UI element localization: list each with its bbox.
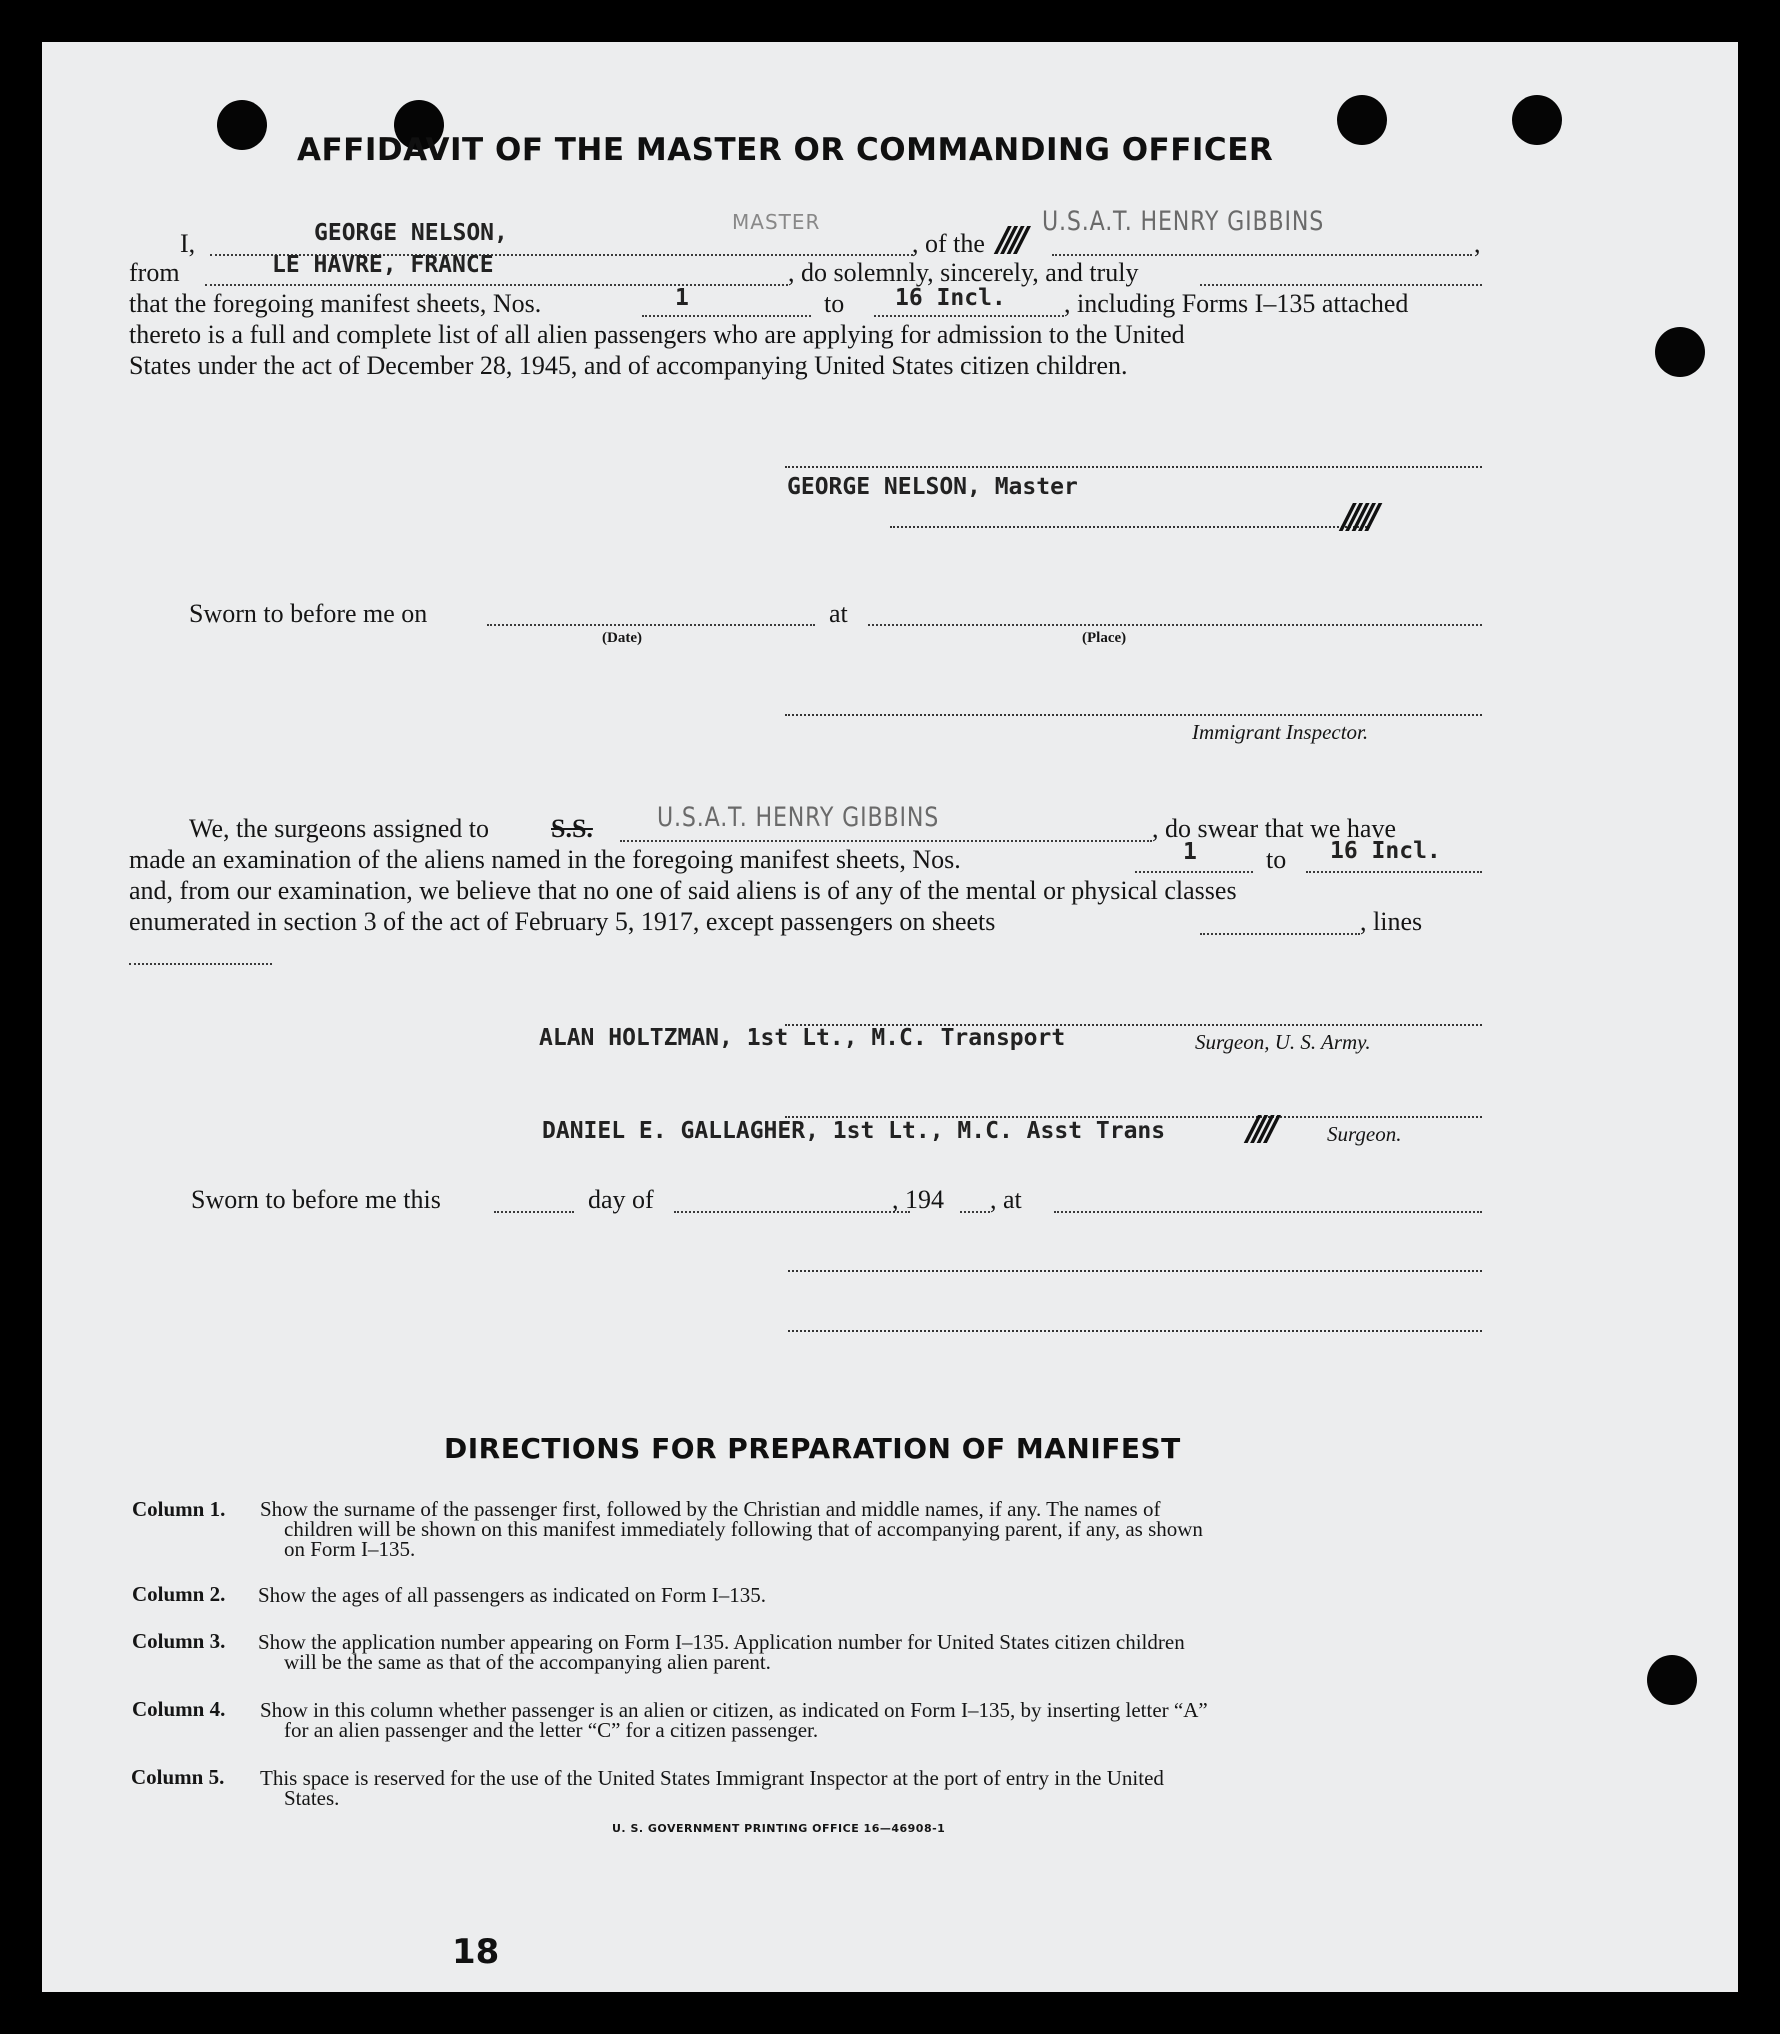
direction-line: Show the application number appearing on Form I–135. Application number for United States citizen children — [258, 1630, 1185, 1654]
vessel-field — [1052, 254, 1472, 256]
do-swear-text: , do swear that we have — [1152, 814, 1397, 843]
sworn-before-text: Sworn to before me on — [189, 599, 428, 628]
surgeon-1-name: ALAN HOLTZMAN, 1st Lt., M.C. Transport — [539, 1025, 1066, 1051]
solemnly-text: , do solemnly, sincerely, and truly — [788, 258, 1139, 287]
comma: , — [1474, 229, 1481, 258]
surgeons-line-3: and, from our examination, we believe that no one of said aliens is of any of the mental or physical classes — [129, 876, 1237, 905]
sheet-to: 16 Incl. — [895, 285, 1006, 311]
sworn-year-field — [960, 1211, 990, 1213]
from-label: from — [129, 258, 180, 287]
surgeons-vessel-field — [620, 840, 1152, 842]
punch-hole — [1655, 327, 1705, 377]
direction-label: Column 3. — [132, 1629, 226, 1653]
direction-line: for an alien passenger and the letter “C” for a citizen passenger. — [284, 1718, 819, 1742]
direction-line: will be the same as that of the accompanying alien parent. — [284, 1650, 771, 1674]
direction-line: Show the surname of the passenger first, followed by the Christian and middle names, if any. The names of — [260, 1497, 1161, 1521]
sworn-date-field — [487, 624, 815, 626]
sworn-day-field — [494, 1211, 574, 1213]
except-lines-field — [129, 963, 272, 965]
inspector-caption: Immigrant Inspector. — [1192, 720, 1369, 744]
master-name: GEORGE NELSON, — [314, 220, 508, 246]
direction-line: States. — [284, 1786, 340, 1810]
officer-strike: ///// — [1342, 497, 1375, 537]
affidavit-line-5: States under the act of December 28, 1945, and of accompanying United States citizen children. — [129, 351, 1128, 380]
surgeon-2-strike: //// — [1247, 1109, 1273, 1149]
sworn-month-field — [674, 1211, 910, 1213]
surgeon-2-name: DANIEL E. GALLAGHER, 1st Lt., M.C. Asst Trans — [542, 1118, 1166, 1144]
ss-mark: S.S. — [551, 814, 593, 843]
to-label: to — [824, 289, 845, 318]
sworn-this-text: Sworn to before me this — [191, 1185, 441, 1214]
day-of-label: day of — [588, 1185, 654, 1214]
punch-hole — [1512, 95, 1562, 145]
place-caption: (Place) — [1082, 630, 1127, 646]
surgeon-2-caption: Surgeon. — [1327, 1122, 1402, 1146]
vessel-stamp: U.S.A.T. HENRY GIBBINS — [1042, 206, 1325, 237]
punch-hole — [1337, 95, 1387, 145]
surgeons-line-1: We, the surgeons assigned to — [189, 814, 489, 843]
surgeons-sheet-to: 16 Incl. — [1330, 838, 1441, 864]
rank-stamp: MASTER — [732, 210, 821, 234]
direction-label: Column 5. — [131, 1765, 225, 1789]
affidavit-title: AFFIDAVIT OF THE MASTER OR COMMANDING OFFICER — [297, 132, 1274, 168]
except-sheets-field — [1200, 933, 1360, 935]
strike-mark: //// — [997, 220, 1023, 260]
i-label: I, — [180, 229, 196, 258]
manifest-sheets-text: that the foregoing manifest sheets, Nos. — [129, 289, 542, 318]
surgeons-sheet-from-field — [1135, 871, 1253, 873]
direction-label: Column 2. — [132, 1582, 226, 1606]
sworn-place-field — [868, 624, 1482, 626]
sworn-2-place-field — [1054, 1211, 1482, 1213]
surgeons-line-4: enumerated in section 3 of the act of February 5, 1917, except passengers on sheets — [129, 907, 996, 936]
date-caption: (Date) — [602, 630, 642, 646]
officer-line — [890, 526, 1370, 528]
direction-line: Show in this column whether passenger is an alien or citizen, as indicated on Form I–135, by inserting letter “A” — [260, 1698, 1208, 1722]
direction-label: Column 4. — [132, 1697, 226, 1721]
master-signature: GEORGE NELSON, Master — [787, 474, 1078, 500]
surgeons-vessel-stamp: U.S.A.T. HENRY GIBBINS — [657, 802, 940, 833]
direction-line: Show the ages of all passengers as indicated on Form I–135. — [258, 1583, 766, 1607]
directions-title: DIRECTIONS FOR PREPARATION OF MANIFEST — [444, 1432, 1181, 1465]
surgeon-1-caption: Surgeon, U. S. Army. — [1195, 1030, 1371, 1054]
printer-imprint: U. S. GOVERNMENT PRINTING OFFICE 16—46908-1 — [612, 1822, 946, 1835]
direction-label: Column 1. — [132, 1497, 226, 1521]
surgeons-to-label: to — [1266, 845, 1287, 874]
direction-line: This space is reserved for the use of the United States Immigrant Inspector at the port of entry in the United — [260, 1766, 1164, 1790]
sheet-from: 1 — [675, 285, 689, 311]
footer-mark: 18 — [452, 1932, 500, 1972]
surgeons-line-2: made an examination of the aliens named in the foregoing manifest sheets, Nos. — [129, 845, 961, 874]
solemnly-field — [1200, 284, 1482, 286]
lines-label: , lines — [1360, 907, 1423, 936]
signature-line — [785, 466, 1482, 468]
surgeons-sheet-to-field — [1306, 871, 1482, 873]
surgeons-sheet-from: 1 — [1183, 839, 1197, 865]
year-label: , 194 — [892, 1185, 944, 1214]
affidavit-line-4: thereto is a full and complete list of all alien passengers who are applying for admission to the United — [129, 320, 1185, 349]
punch-hole — [1647, 1655, 1697, 1705]
affidavit-page — [42, 42, 1738, 1992]
sworn-at-label: at — [829, 599, 848, 628]
punch-hole — [217, 100, 267, 150]
sworn-2-at-label: , at — [990, 1185, 1022, 1214]
from-place: LE HAVRE, FRANCE — [272, 252, 494, 278]
from-field — [205, 284, 788, 286]
sworn-2-signature-line-1 — [788, 1270, 1482, 1272]
direction-line: children will be shown on this manifest immediately following that of accompanying parent, if any, as shown — [284, 1517, 1203, 1541]
including-forms-text: , including Forms I–135 attached — [1064, 289, 1409, 318]
sheet-from-field — [642, 315, 811, 317]
sheet-to-field — [874, 315, 1064, 317]
of-the-label: , of the — [912, 229, 985, 258]
sworn-2-signature-line-2 — [788, 1330, 1482, 1332]
inspector-signature-line — [785, 714, 1482, 716]
direction-line: on Form I–135. — [284, 1537, 416, 1561]
